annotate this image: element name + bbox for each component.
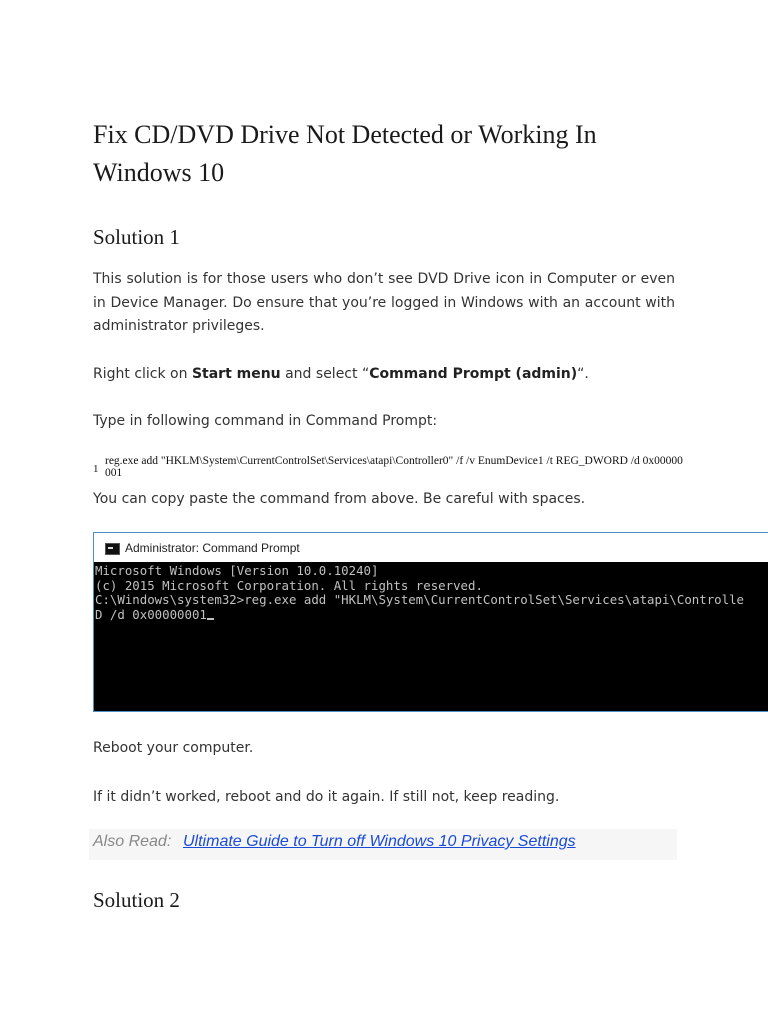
also-read-label: Also Read: (93, 833, 172, 850)
command-prompt-title: Administrator: Command Prompt (125, 541, 300, 555)
console-line-last (95, 608, 768, 623)
console-cursor (207, 618, 214, 620)
console-line: Microsoft Windows [Version 10.0.10240] (95, 563, 379, 578)
code-line-number: 1 (93, 463, 99, 475)
retry-text: If it didn’t worked, reboot and do it again. If still not, keep reading. (93, 789, 560, 805)
reboot-text: Reboot your computer. (93, 740, 254, 756)
command-prompt-output (94, 562, 768, 711)
console-line: C:\Windows\system32>reg.exe add "HKLM\System\CurrentControlSet\Services\atapi\Controlle (95, 592, 745, 608)
solution-1-heading: Solution 1 (93, 225, 180, 249)
command-prompt-titlebar (94, 533, 768, 562)
type-command-text: Type in following command in Command Prompt: (93, 413, 438, 429)
start-menu-label: Start menu (191, 366, 281, 382)
solution-1-intro: This solution is for those users who don’t see DVD Drive icon in Computer or even in Device Manager. Do ensure that you’re logged in Windows with an account with administrator privileges. (93, 271, 675, 334)
command-prompt-screenshot (93, 532, 768, 712)
instruction-middle: and select “ (280, 366, 370, 382)
console-line: D /d 0x00000001 (95, 607, 207, 623)
cmd-icon (105, 543, 120, 555)
console-line: (c) 2015 Microsoft Corporation. All rights reserved. (95, 577, 483, 593)
also-read-link[interactable]: Ultimate Guide to Turn off Windows 10 Privacy Settings (183, 833, 576, 850)
command-prompt-label: Command Prompt (admin) (369, 366, 578, 382)
article-title: Fix CD/DVD Drive Not Detected or Working In Windows 10 (93, 120, 597, 187)
solution-2-heading: Solution 2 (93, 888, 180, 912)
instruction-suffix: “. (577, 366, 589, 382)
copy-note: You can copy paste the command from above. Be careful with spaces. (93, 491, 586, 507)
code-text[interactable]: reg.exe add "HKLM\System\CurrentControlSet\Services\atapi\Controller0" /f /v EnumDevice1 /t REG_DWORD /d 0x00000001 (105, 455, 683, 479)
also-read-box (89, 829, 677, 860)
instruction-paragraph (93, 363, 675, 387)
instruction-prefix: Right click on (93, 366, 192, 382)
